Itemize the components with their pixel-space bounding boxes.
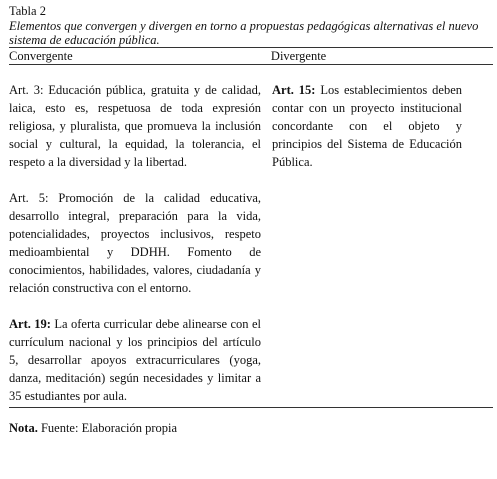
table-body-row <box>9 65 493 405</box>
table-note <box>9 421 493 436</box>
bottom-rule <box>9 407 493 408</box>
note-text: Fuente: Elaboración propia <box>37 421 178 435</box>
article-text: Educación pública, gratuita y de calidad, laica, esto es, respetuosa de toda expresión religiosa, y pluralista, que promueva la inclusión social y cultural, la equidad, la tolerancia, el respeto a la diversidad y la libertad. <box>9 83 261 169</box>
convergent-item <box>9 81 261 171</box>
header-convergent: Convergente <box>9 49 73 63</box>
header-row <box>9 48 493 64</box>
note-lead: Nota. <box>9 421 38 435</box>
header-divergent: Divergente <box>270 49 327 63</box>
article-lead: Art. 5: <box>9 191 49 205</box>
article-text: Promoción de la calidad educativa, desarrollo integral, preparación para la vida, potencialidades, proyectos inclusivos, respeto medioambiental y DDHH. Fomento de conocimientos, habilidades, valores, ciudadanía y relación constructiva con el entorno. <box>9 191 262 295</box>
article-lead: Art. 3: <box>9 83 44 97</box>
divergent-cell <box>272 81 462 405</box>
article-text: La oferta curricular debe alinearse con el currículum nacional y los principios del artículo 5, desarrollar apoyos extracurriculares (yoga, danza, meditación) según necesidades y limitar a 35 estudiantes por aula. <box>9 317 261 403</box>
convergent-item <box>9 189 261 297</box>
table-document <box>9 4 493 436</box>
convergent-item <box>9 315 261 405</box>
article-text: Los establecimientos deben contar con un proyecto institucional concordante con el objeto y principios del Sistema de Educación Pública. <box>272 83 462 169</box>
convergent-cell <box>9 81 261 405</box>
table-number: Tabla 2 <box>9 4 46 18</box>
table-title: Elementos que convergen y divergen en torno a propuestas pedagógicas alternativas el nuevo sistema de educación pública. <box>9 19 479 47</box>
article-lead: Art. 19: <box>9 317 51 331</box>
article-lead: Art. 15: <box>272 83 316 97</box>
divergent-item <box>272 81 462 171</box>
